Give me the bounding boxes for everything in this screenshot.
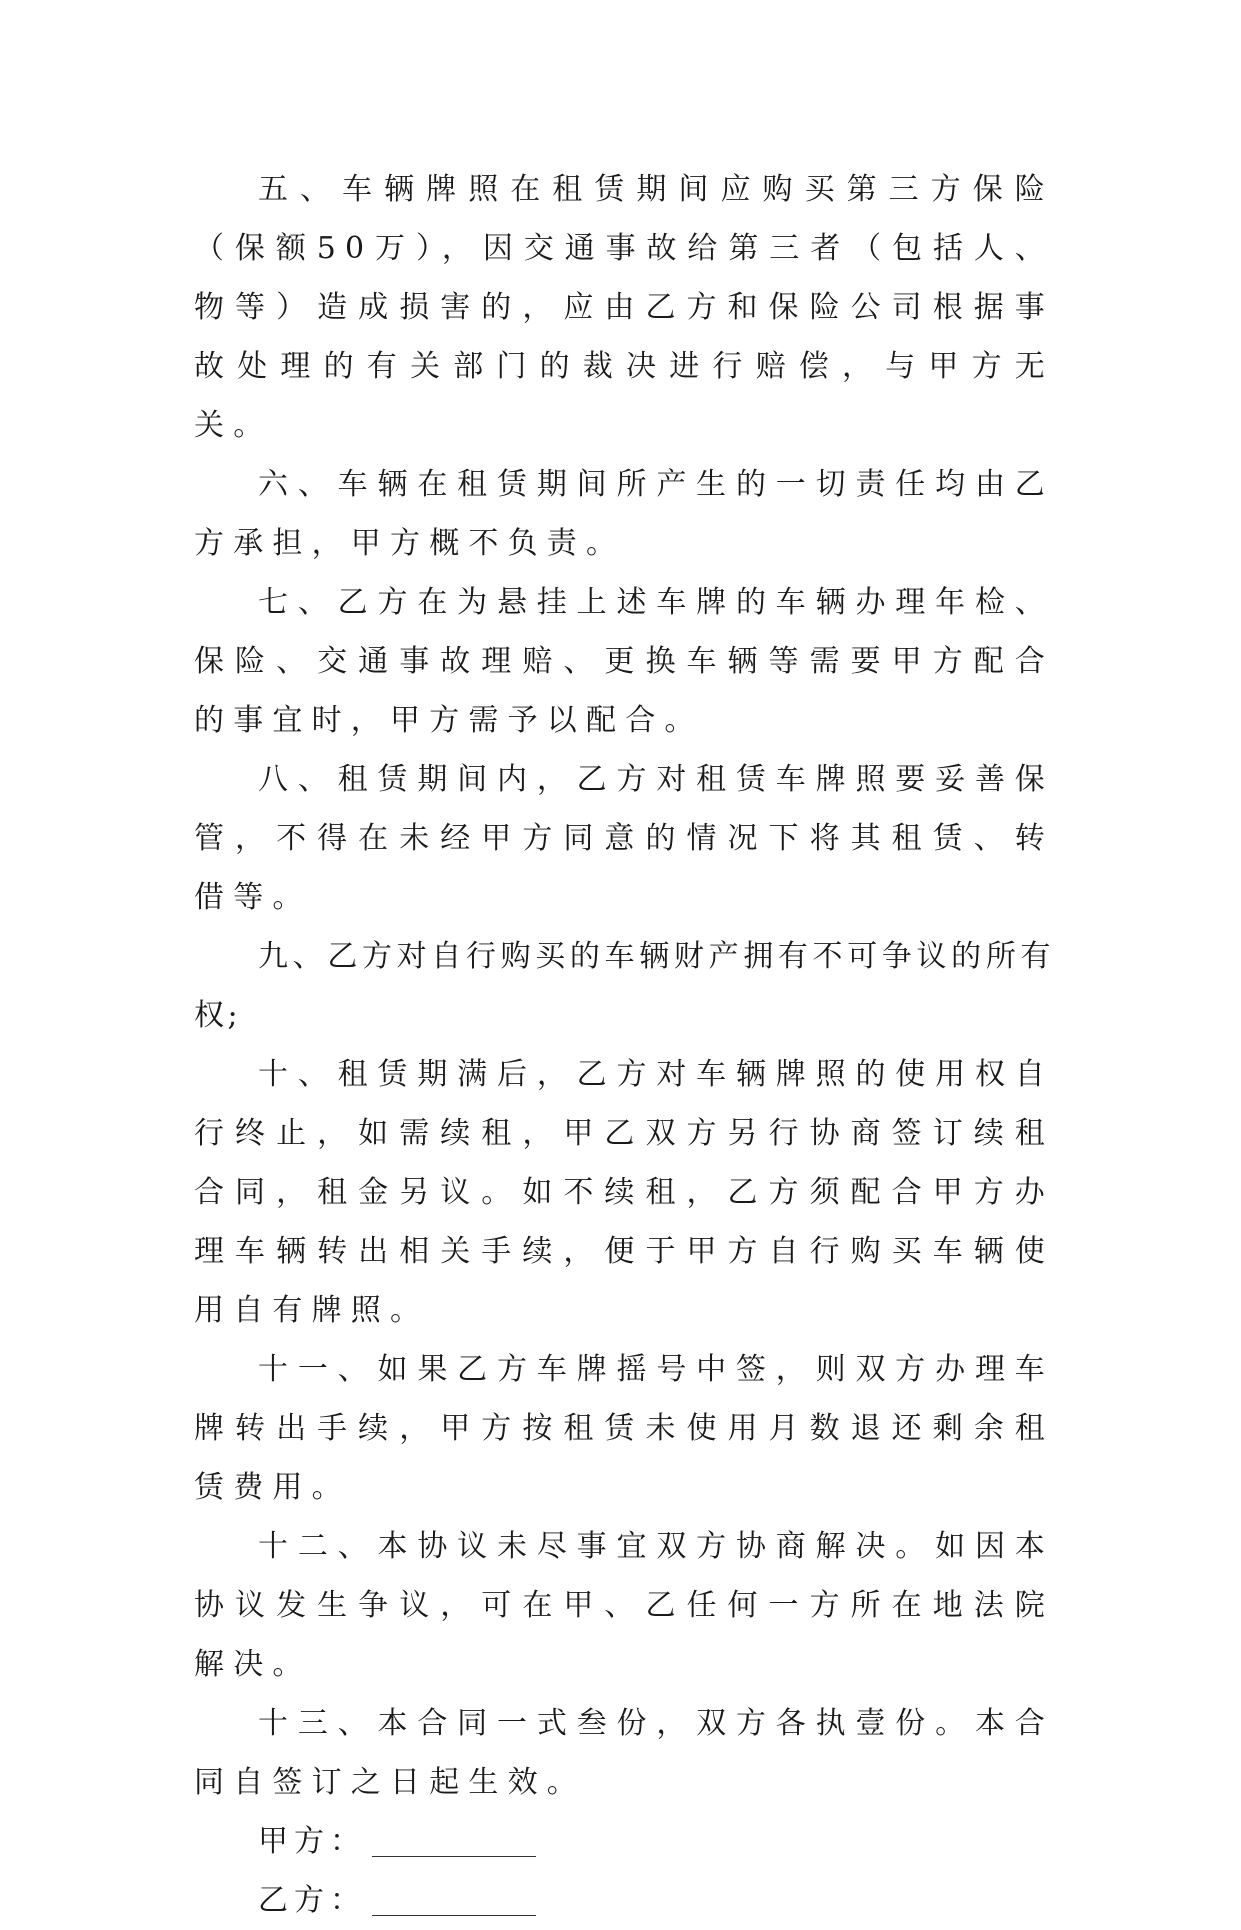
party-a-label: 甲方： xyxy=(258,1824,366,1859)
clause-12: 十二、本协议未尽事宜双方协商解决。如因本协议发生争议，可在甲、乙任何一方所在地法院解决。 xyxy=(194,1529,1054,1682)
party-b-signature xyxy=(194,1871,1054,1930)
document-page xyxy=(194,160,1054,1930)
clause-13: 十三、本合同一式叁份，双方各执壹份。本合同自签订之日起生效。 xyxy=(194,1706,1054,1800)
clause-9: 九、乙方对自行购买的车辆财产拥有不可争议的所有权; xyxy=(194,939,1054,1033)
clause-8: 八、租赁期间内，乙方对租赁车牌照要妥善保管，不得在未经甲方同意的情况下将其租赁、转借等。 xyxy=(194,762,1054,915)
clause-5: 五、车辆牌照在租赁期间应购买第三方保险（保额50万），因交通事故给第三者（包括人、物等）造成损害的，应由乙方和保险公司根据事故处理的有关部门的裁决进行赔偿，与甲方无关。 xyxy=(194,172,1054,443)
clause-10: 十、租赁期满后，乙方对车辆牌照的使用权自行终止，如需续租，甲乙双方另行协商签订续租合同，租金另议。如不续租，乙方须配合甲方办理车辆转出相关手续，便于甲方自行购买车辆使用自有牌照。 xyxy=(194,1057,1054,1328)
clause-11: 十一、如果乙方车牌摇号中签，则双方办理车牌转出手续，甲方按租赁未使用月数退还剩余租赁费用。 xyxy=(194,1352,1054,1505)
party-b-signature-line xyxy=(372,1914,536,1916)
party-b-label: 乙方： xyxy=(258,1883,366,1918)
clause-7: 七、乙方在为悬挂上述车牌的车辆办理年检、保险、交通事故理赔、更换车辆等需要甲方配合的事宜时，甲方需予以配合。 xyxy=(194,585,1054,738)
party-a-signature xyxy=(194,1812,1054,1871)
party-a-signature-line xyxy=(372,1855,536,1857)
clause-6: 六、车辆在租赁期间所产生的一切责任均由乙方承担，甲方概不负责。 xyxy=(194,467,1054,561)
